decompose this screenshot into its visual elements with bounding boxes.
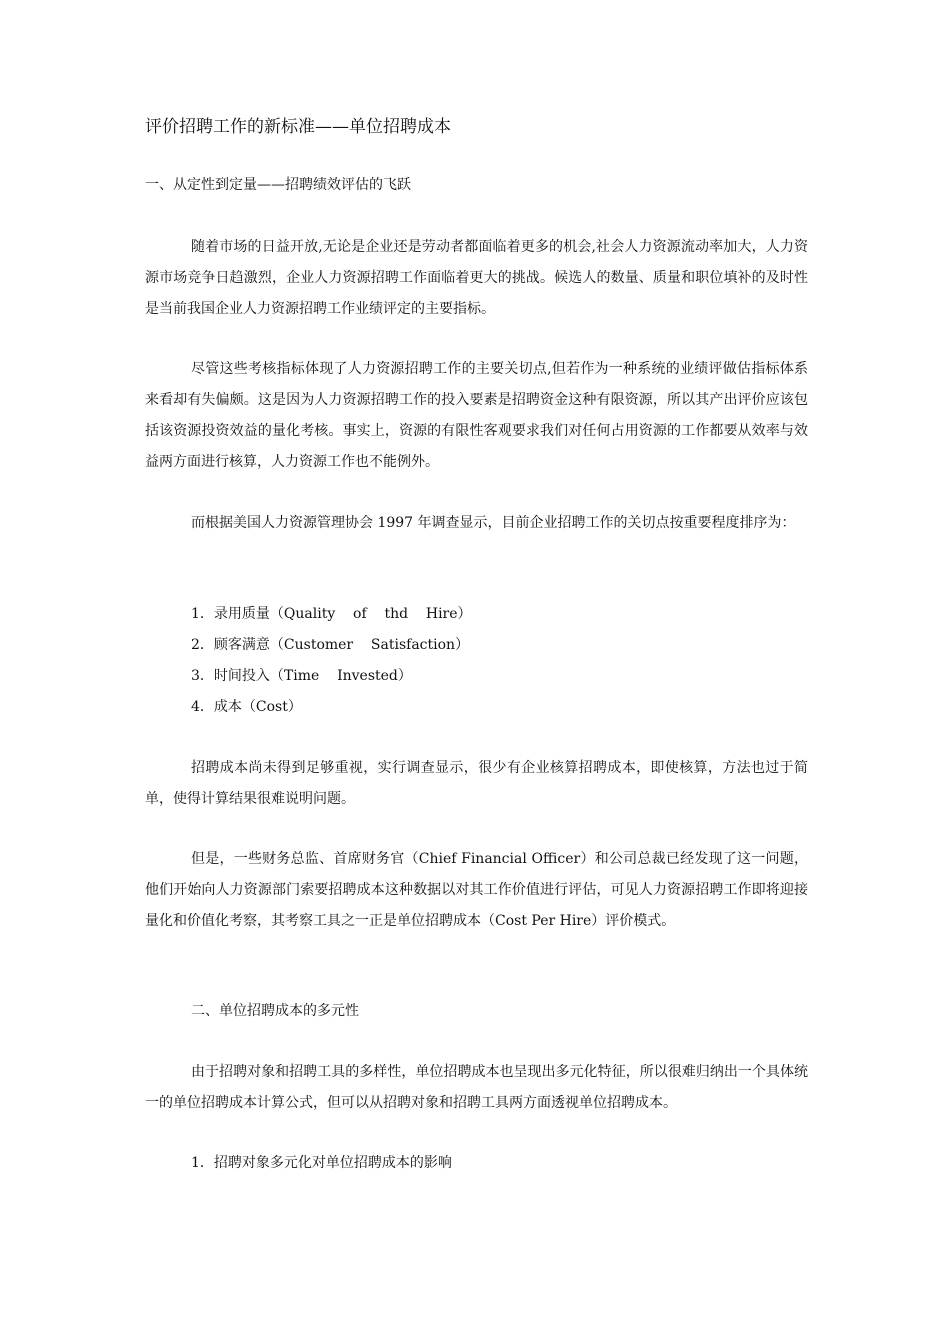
paragraph-6: 由于招聘对象和招聘工具的多样性，单位招聘成本也呈现出多元化特征，所以很难归纳出一个具体统一的单位招聘成本计算公式，但可以从招聘对象和招聘工具两方面透视单位招聘成本。 <box>145 1064 808 1111</box>
paragraph-2: 尽管这些考核指标体现了人力资源招聘工作的主要关切点,但若作为一种系统的业绩评做估指标体系来看却有失偏颇。这是因为人力资源招聘工作的投入要素是招聘资金这种有限资源，所以其产出评价应该包括该资源投资效益的量化考核。事实上，资源的有限性客观要求我们对任何占用资源的工作都要从效率与效益两方面进行核算，人力资源工作也不能例外。 <box>145 361 808 470</box>
document-title: 评价招聘工作的新标准——单位招聘成本 <box>145 117 451 137</box>
list-item: 1．录用质量（Quality of thd Hire） <box>191 606 472 622</box>
list-item: 3．时间投入（Time Invested） <box>191 668 412 684</box>
paragraph-1: 随着市场的日益开放,无论是企业还是劳动者都面临着更多的机会,社会人力资源流动率加大，人力资源市场竞争日趋激烈，企业人力资源招聘工作面临着更大的挑战。候选人的数量、质量和职位填补的及时性是当前我国企业人力资源招聘工作业绩评定的主要指标。 <box>145 239 808 317</box>
paragraph-3: 而根据美国人力资源管理协会 1997 年调查显示，目前企业招聘工作的关切点按重要程度排序为： <box>191 515 796 531</box>
paragraph-5: 但是，一些财务总监、首席财务官（Chief Financial Officer）和公司总裁已经发现了这一问题，他们开始向人力资源部门索要招聘成本这种数据以对其工作价值进行评估，可见人力资源招聘工作即将迎接量化和价值化考察，其考察工具之一正是单位招聘成本（Cost Per Hire）评价模式。 <box>145 851 808 929</box>
section-heading-2: 二、单位招聘成本的多元性 <box>191 1003 359 1019</box>
subsection-heading-1: 1．招聘对象多元化对单位招聘成本的影响 <box>191 1155 452 1171</box>
list-item: 2．顾客满意（Customer Satisfaction） <box>191 637 470 653</box>
paragraph-4: 招聘成本尚未得到足够重视，实行调查显示，很少有企业核算招聘成本，即使核算，方法也过于简单，使得计算结果很难说明问题。 <box>145 760 808 807</box>
section-heading-1: 一、从定性到定量——招聘绩效评估的飞跃 <box>145 177 411 193</box>
priority-list <box>191 599 472 723</box>
list-item: 4．成本（Cost） <box>191 699 302 715</box>
